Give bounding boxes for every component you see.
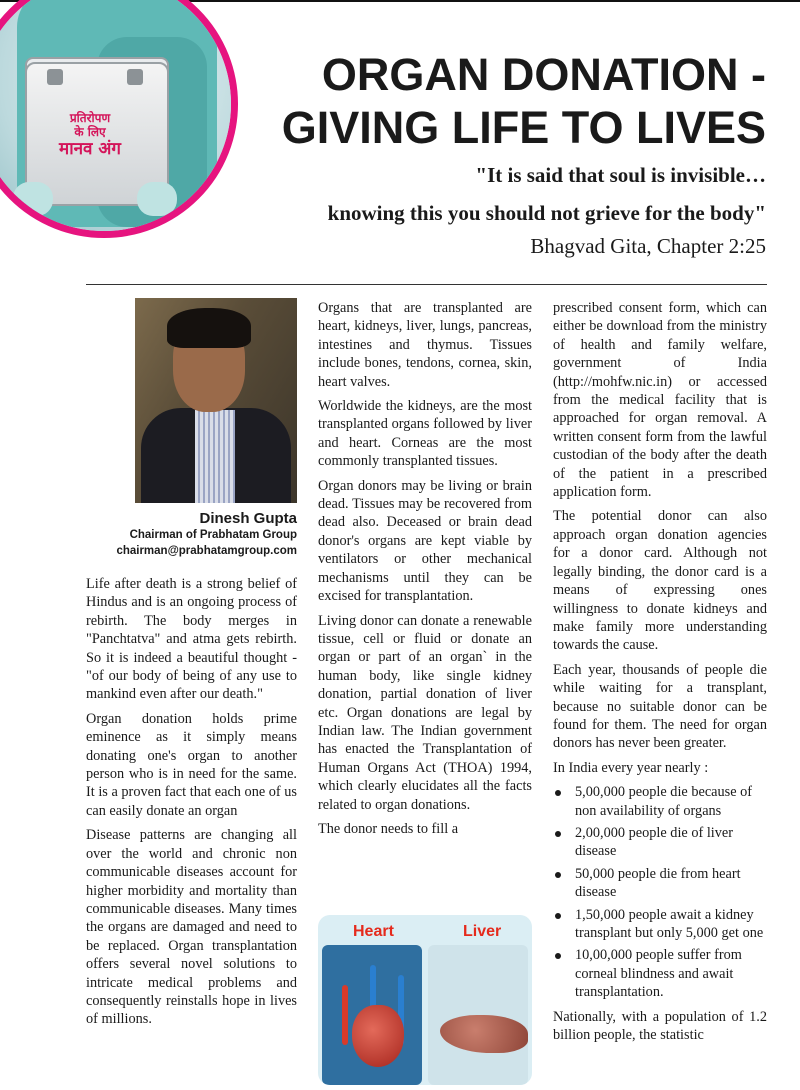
paragraph: Living donor can donate a renewable tissue, cell or fluid or donate an organ or part of an organ` in the human body, like single kidney donation, partial donation of liver etc. Organ donations are legal by Indian law. The Indian government has enacted the Transplantation of Human Organs Act (THOA) 1994, which clearly elucidates all the facts related to organ donations. xyxy=(318,612,532,813)
list-item xyxy=(553,906,767,943)
box-label-line: के लिए xyxy=(74,124,106,139)
author-photo xyxy=(135,298,297,503)
list-item xyxy=(553,946,767,1001)
heart-panel xyxy=(322,945,422,1085)
author-email: chairman@prabhatamgroup.com xyxy=(116,545,297,557)
paragraph: Organ donation holds prime eminence as it simply means donating one's organ to another person who is in need for the same. It is a proven fact that each one of us can easily donate an organ xyxy=(86,710,297,819)
bullet-icon xyxy=(555,790,561,796)
article-column-2 xyxy=(318,299,532,844)
quote-line-2: knowing this you should not grieve for the body" xyxy=(327,201,766,225)
title-line-1: ORGAN DONATION - xyxy=(321,49,766,100)
liver-panel xyxy=(428,945,528,1085)
organ-box-label xyxy=(35,112,145,159)
list-item xyxy=(553,783,767,820)
list-item-text: 50,000 people die from heart disease xyxy=(575,865,741,901)
paragraph: Worldwide the kidneys, are the most transplanted organs followed by liver and heart. Corneas are the most commonly transplanted tissues. xyxy=(318,398,532,470)
organ-transport-box-photo xyxy=(0,0,238,238)
paragraph: The donor needs to fill a xyxy=(318,820,459,837)
paragraph: The potential donor can also approach organ donation agencies for a donor card. Although not legally binding, the donor card is a means of expressing ones willingness to donate kidneys and make family more understanding towards the cause. xyxy=(553,508,767,654)
heart-label: Heart xyxy=(353,923,394,940)
statistics-list xyxy=(553,783,767,1001)
list-intro: In India every year nearly : xyxy=(553,759,709,776)
list-item-text: 1,50,000 people await a kidney transplant but only 5,000 get one xyxy=(575,906,764,941)
list-item xyxy=(553,824,767,861)
liver-icon xyxy=(440,1015,528,1053)
quote-line-1: "It is said that soul is invisible… xyxy=(475,163,766,187)
author-role: Chairman of Prabhatam Group xyxy=(129,529,297,541)
liver-label: Liver xyxy=(463,923,502,940)
bullet-icon xyxy=(555,953,561,959)
quote-citation: Bhagvad Gita, Chapter 2:25 xyxy=(530,234,766,258)
paragraph: Disease patterns are changing all over the world and chronic non communicable diseases account for higher morbidity and mortality than communicable diseases. Many times the organs are damaged and need to be replaced. Organ transplantation offers several novel solutions to intricate medical problems and consequently reinstalls hope in lives of millions. xyxy=(86,827,297,1028)
bullet-icon xyxy=(555,831,561,837)
list-item xyxy=(553,865,767,902)
list-item-text: 2,00,000 people die of liver disease xyxy=(575,824,734,860)
article-column-1 xyxy=(86,575,297,1035)
article-title xyxy=(282,48,766,154)
bullet-icon xyxy=(555,913,561,919)
bullet-icon xyxy=(555,872,561,878)
box-label-line: प्रतिरोपण xyxy=(69,111,111,125)
list-item-text: 10,00,000 people suffer from corneal blindness and await transplantation. xyxy=(575,947,742,1001)
heart-icon xyxy=(352,1005,404,1067)
header-divider xyxy=(86,284,767,285)
article-column-3 xyxy=(553,299,767,1050)
paragraph: Life after death is a strong belief of Hindus and is an ongoing process of rebirth. The body merges in "Panchtatva" and atma gets rebirth. So it is indeed a beautiful thought - "of our body of being of any use to mankind even after our death." xyxy=(86,576,297,703)
paragraph: Each year, thousands of people die while waiting for a transplant, because no suitable donor can be found for them. The need for organ donors has never been greater. xyxy=(553,661,767,752)
author-name: Dinesh Gupta xyxy=(199,510,297,527)
title-line-2: GIVING LIFE TO LIVES xyxy=(281,102,766,153)
heart-liver-illustration xyxy=(318,915,532,1085)
paragraph: Nationally, with a population of 1.2 billion people, the statistic xyxy=(553,1008,767,1044)
box-label-line: मानव अंग xyxy=(59,138,121,159)
list-item-text: 5,00,000 people die because of non availability of organs xyxy=(575,784,753,819)
paragraph: prescribed consent form, which can either be download from the ministry of health and family welfare, government of India (http://mohfw.nic.in) or accessed from the medical facility that is approached for organ removal. A written consent form from the lawful custodian of the body after the death of the patient in a prescribed application form. xyxy=(553,300,767,501)
paragraph: Organ donors may be living or brain dead. Tissues may be recovered from dead also. Deceased or brain dead donor's organs are kept viable by ventilators or other mechanical mechanisms until they can be excised for transplantation. xyxy=(318,477,532,605)
paragraph: Organs that are transplanted are heart, kidneys, liver, lungs, pancreas, intestines and thymus. Tissues include bones, tendons, cornea, skin, heart valves. xyxy=(318,300,532,390)
